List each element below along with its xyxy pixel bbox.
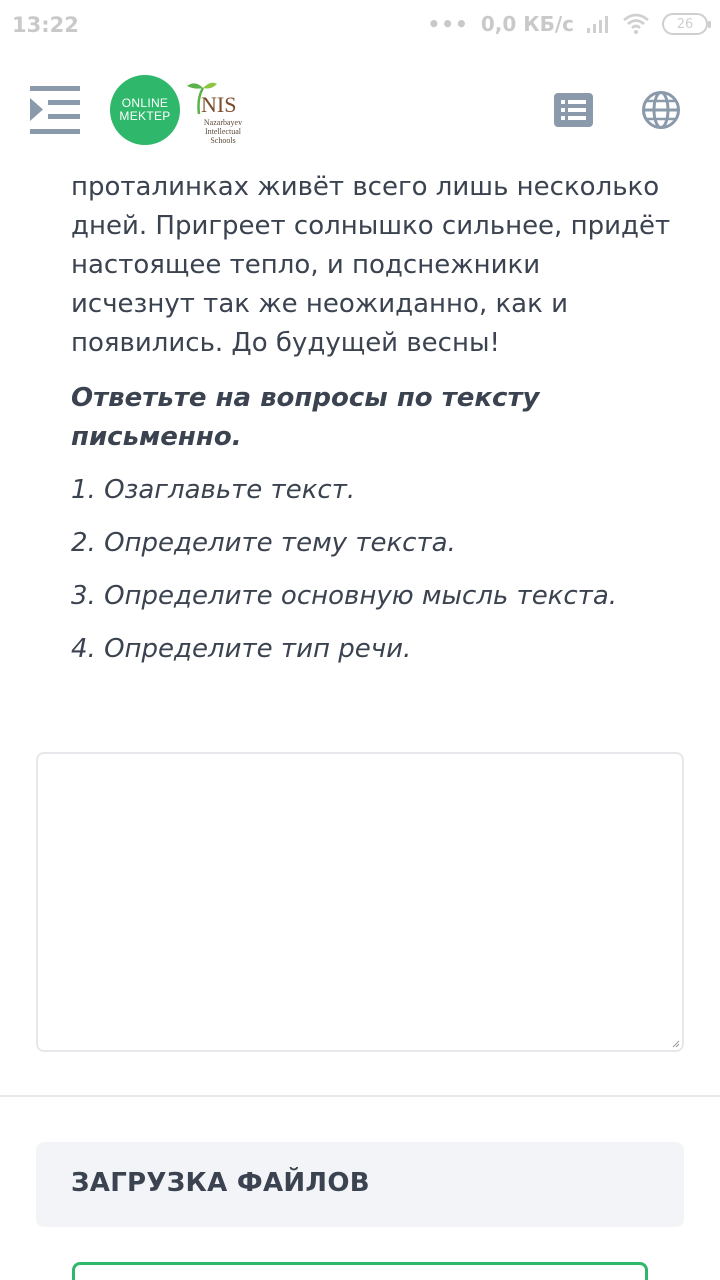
status-time: 13:22 — [12, 13, 79, 37]
lesson-paragraph: проталинках живёт всего лишь несколько дней. Пригреет солнышко сильнее, придёт настоящее тепло, и подснежники исчезнут так же неожиданно, как и появились. До будущей весны! — [71, 172, 671, 358]
question-item: 3. Определите основную мысль текста. — [71, 581, 618, 611]
file-upload-panel[interactable] — [36, 1142, 684, 1227]
nis-title: NIS — [201, 92, 237, 117]
nis-subtitle: Nazarbayev Intellectual Schools — [203, 118, 243, 145]
lesson-content — [71, 168, 671, 669]
online-mektep-logo[interactable] — [110, 75, 180, 145]
contents-button[interactable] — [554, 93, 593, 127]
upload-button[interactable] — [72, 1262, 648, 1280]
list-icon — [554, 93, 593, 127]
language-button[interactable] — [642, 91, 680, 129]
question-item: 4. Определите тип речи. — [71, 634, 412, 664]
question-heading: Ответьте на вопросы по тексту письменно. — [71, 383, 540, 452]
network-speed: 0,0 КБ/с — [480, 12, 574, 36]
status-right — [427, 12, 708, 36]
status-dots: ••• — [427, 12, 469, 36]
question-item: 1. Озаглавьте текст. — [71, 475, 356, 505]
signal-icon — [586, 14, 610, 34]
app-header — [0, 52, 720, 170]
nis-logo — [185, 78, 255, 144]
resize-handle-icon[interactable] — [672, 1040, 680, 1048]
section-divider — [0, 1095, 720, 1097]
battery-indicator: 26 — [662, 13, 708, 35]
logo-line2: MEKTEP — [119, 109, 171, 123]
upload-title: ЗАГРУЗКА ФАЙЛОВ — [71, 1168, 370, 1198]
globe-icon — [642, 91, 680, 129]
status-bar — [0, 0, 720, 52]
answer-textarea[interactable] — [36, 752, 684, 1052]
menu-icon — [30, 86, 80, 134]
question-item: 2. Определите тему текста. — [71, 528, 456, 558]
menu-button[interactable] — [30, 86, 80, 134]
wifi-icon — [622, 13, 650, 35]
logo-line1: ONLINE — [121, 96, 169, 110]
